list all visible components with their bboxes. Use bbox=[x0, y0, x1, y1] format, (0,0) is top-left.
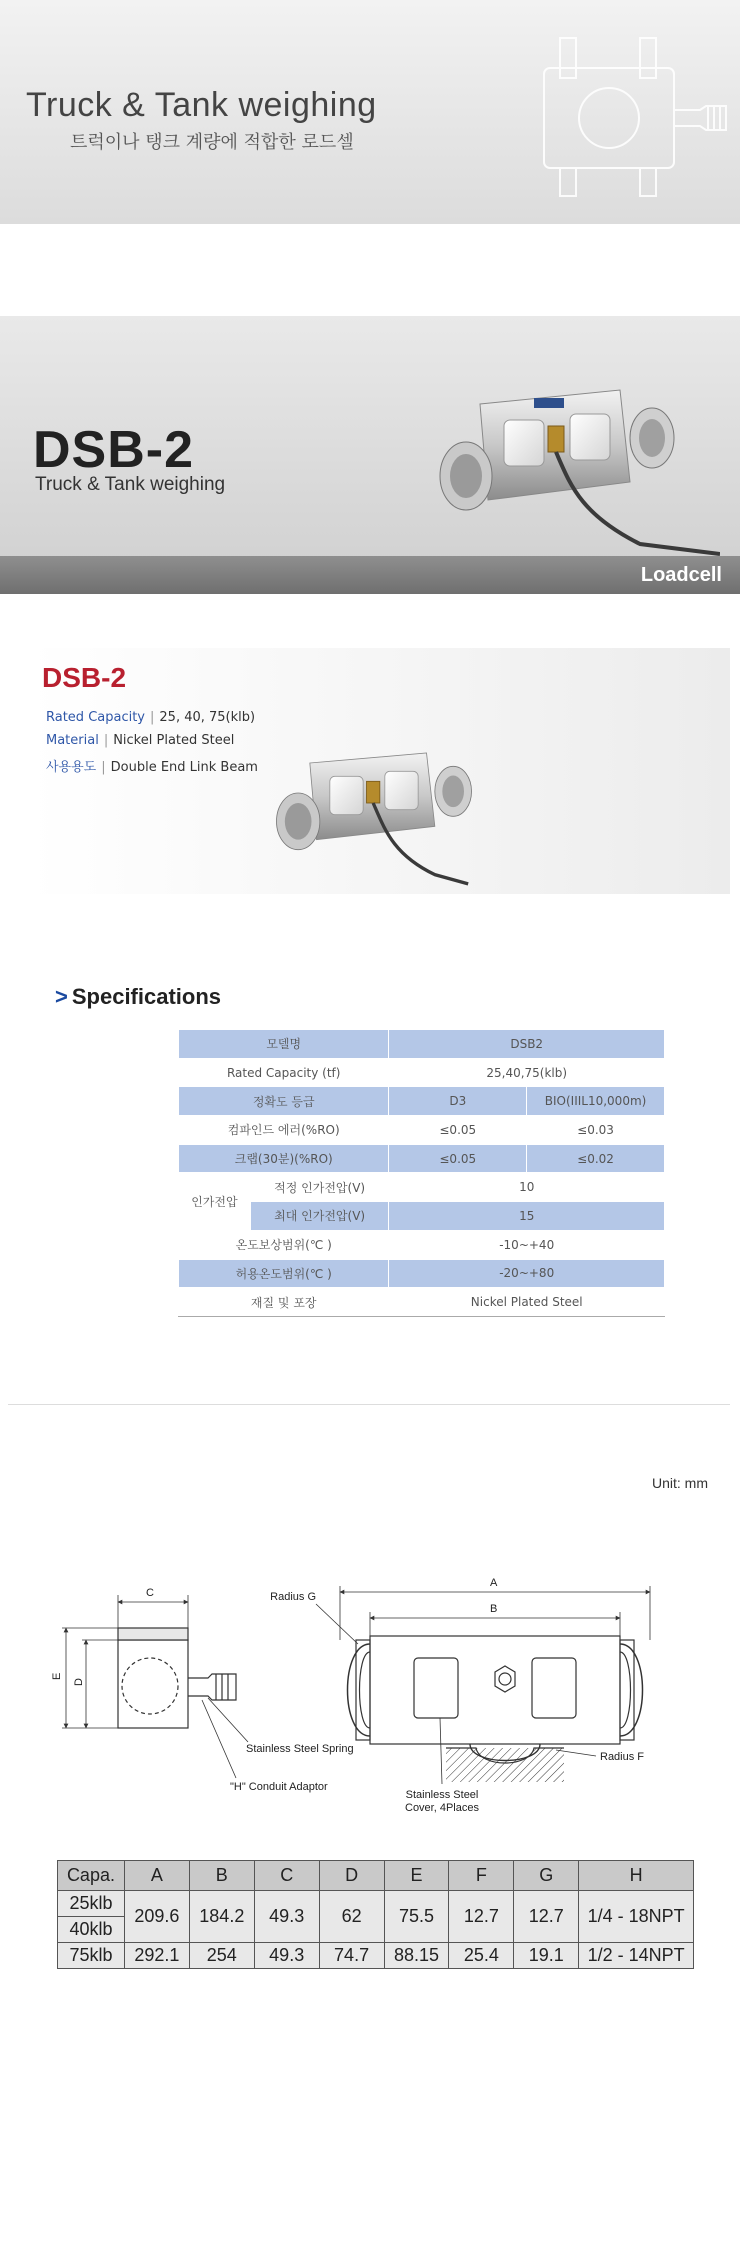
banner-subtitle: Truck & Tank weighing bbox=[35, 474, 226, 495]
table-cell: -20~+80 bbox=[389, 1259, 665, 1288]
table-header-row bbox=[58, 1861, 694, 1891]
table-cell: 정확도 등급 bbox=[179, 1087, 389, 1116]
table-cell: Rated Capacity (tf) bbox=[179, 1058, 389, 1087]
info-value: Nickel Plated Steel bbox=[113, 733, 235, 748]
product-model-name: DSB-2 bbox=[42, 662, 127, 693]
loadcell-outline-illustration bbox=[530, 18, 730, 208]
dimension-a-label: A bbox=[490, 1577, 498, 1589]
table-cell: 최대 인가전압(V) bbox=[250, 1202, 389, 1231]
table-cell: 허용온도범위(℃ ) bbox=[179, 1259, 389, 1288]
table-row bbox=[179, 1087, 665, 1116]
section-divider bbox=[8, 1404, 730, 1405]
info-row-capacity: Rated Capacity | 25, 40, 75(klb) bbox=[46, 710, 256, 725]
column-header: G bbox=[514, 1861, 579, 1891]
hero-subtitle: 트럭이나 탱크 계량에 적합한 로드셀 bbox=[70, 132, 354, 153]
loadcell-photo bbox=[254, 738, 524, 888]
table-cell: 12.7 bbox=[449, 1891, 514, 1943]
table-cell: 75klb bbox=[58, 1943, 125, 1969]
dimensions-table bbox=[57, 1860, 694, 1969]
table-cell: 온도보상범위(℃ ) bbox=[179, 1230, 389, 1259]
cover-label-line1: Stainless Steel bbox=[405, 1789, 479, 1801]
column-header: B bbox=[189, 1861, 254, 1891]
info-key: Material bbox=[46, 733, 99, 748]
unit-label: Unit: mm bbox=[652, 1475, 708, 1491]
conduit-label: "H" Conduit Adaptor bbox=[230, 1781, 328, 1793]
table-row bbox=[179, 1259, 665, 1288]
chevron-right-icon: > bbox=[55, 984, 68, 1009]
column-header: E bbox=[384, 1861, 449, 1891]
table-cell: 25.4 bbox=[449, 1943, 514, 1969]
table-cell: 209.6 bbox=[124, 1891, 189, 1943]
info-value: 25, 40, 75(klb) bbox=[159, 710, 256, 725]
dimension-d-label: D bbox=[73, 1678, 85, 1686]
table-cell: ≤0.05 bbox=[389, 1144, 527, 1173]
table-cell: -10~+40 bbox=[389, 1230, 665, 1259]
cover-label-line2: Cover, 4Places bbox=[405, 1802, 479, 1814]
table-cell: 254 bbox=[189, 1943, 254, 1969]
table-row bbox=[179, 1230, 665, 1259]
table-cell: 컴파인드 에러(%RO) bbox=[179, 1116, 389, 1145]
table-cell: BIO(IIIL10,000m) bbox=[527, 1087, 665, 1116]
dimension-c-label: C bbox=[146, 1587, 154, 1599]
table-row bbox=[179, 1173, 665, 1202]
info-row-usage: 사용용도 | Double End Link Beam bbox=[46, 760, 258, 775]
info-key: 사용용도 bbox=[46, 760, 97, 775]
column-header: F bbox=[449, 1861, 514, 1891]
dimension-b-label: B bbox=[490, 1603, 498, 1615]
specifications-title: Specifications bbox=[71, 984, 222, 1009]
radius-g-label: Radius G bbox=[270, 1591, 316, 1603]
table-row bbox=[179, 1144, 665, 1173]
dimension-e-label: E bbox=[51, 1672, 63, 1680]
table-cell: Nickel Plated Steel bbox=[389, 1288, 665, 1317]
table-cell: 49.3 bbox=[254, 1891, 319, 1943]
column-header: A bbox=[124, 1861, 189, 1891]
table-cell: 12.7 bbox=[514, 1891, 579, 1943]
column-header: Capa. bbox=[58, 1861, 125, 1891]
table-cell: 크랩(30분)(%RO) bbox=[179, 1144, 389, 1173]
table-row bbox=[179, 1058, 665, 1087]
info-value: Double End Link Beam bbox=[110, 760, 258, 775]
table-cell: 1/4 - 18NPT bbox=[579, 1891, 694, 1943]
table-cell: 10 bbox=[389, 1173, 665, 1202]
table-cell: 25,40,75(klb) bbox=[389, 1058, 665, 1087]
hero-section bbox=[0, 0, 740, 224]
table-cell: 75.5 bbox=[384, 1891, 449, 1943]
table-row bbox=[179, 1116, 665, 1145]
table-row bbox=[58, 1891, 694, 1917]
table-cell: 184.2 bbox=[189, 1891, 254, 1943]
category-label: Loadcell bbox=[640, 564, 722, 586]
table-cell: 74.7 bbox=[319, 1943, 384, 1969]
table-cell: 15 bbox=[389, 1202, 665, 1231]
table-cell: 49.3 bbox=[254, 1943, 319, 1969]
dimension-drawing bbox=[40, 1540, 720, 1820]
column-header: D bbox=[319, 1861, 384, 1891]
column-header: H bbox=[579, 1861, 694, 1891]
loadcell-photo bbox=[430, 364, 720, 564]
product-info-card bbox=[30, 648, 730, 894]
column-header: C bbox=[254, 1861, 319, 1891]
specifications-heading bbox=[55, 984, 221, 1010]
table-row bbox=[179, 1202, 665, 1231]
info-row-material: Material | Nickel Plated Steel bbox=[46, 733, 235, 748]
info-key: Rated Capacity bbox=[46, 710, 146, 725]
specifications-table bbox=[178, 1029, 665, 1317]
table-cell: 25klb bbox=[58, 1891, 125, 1917]
table-cell: DSB2 bbox=[389, 1030, 665, 1059]
table-row bbox=[58, 1943, 694, 1969]
table-cell: 모델명 bbox=[179, 1030, 389, 1059]
table-cell: ≤0.02 bbox=[527, 1144, 665, 1173]
table-cell: ≤0.05 bbox=[389, 1116, 527, 1145]
table-cell: 재질 및 포장 bbox=[179, 1288, 389, 1317]
table-cell: 88.15 bbox=[384, 1943, 449, 1969]
table-cell: 40klb bbox=[58, 1917, 125, 1943]
table-row bbox=[179, 1288, 665, 1317]
hero-title: Truck & Tank weighing bbox=[26, 86, 377, 124]
product-banner bbox=[0, 316, 740, 594]
banner-model-name: DSB-2 bbox=[33, 421, 195, 479]
spring-label: Stainless Steel Spring bbox=[246, 1743, 354, 1755]
table-cell: D3 bbox=[389, 1087, 527, 1116]
category-bar bbox=[0, 556, 740, 594]
radius-f-label: Radius F bbox=[600, 1751, 645, 1763]
table-row bbox=[179, 1030, 665, 1059]
table-cell: 적정 인가전압(V) bbox=[250, 1173, 389, 1202]
table-cell: 1/2 - 14NPT bbox=[579, 1943, 694, 1969]
table-cell: 19.1 bbox=[514, 1943, 579, 1969]
table-cell: 292.1 bbox=[124, 1943, 189, 1969]
table-cell: 인가전압 bbox=[179, 1173, 251, 1230]
table-cell: 62 bbox=[319, 1891, 384, 1943]
table-cell: ≤0.03 bbox=[527, 1116, 665, 1145]
